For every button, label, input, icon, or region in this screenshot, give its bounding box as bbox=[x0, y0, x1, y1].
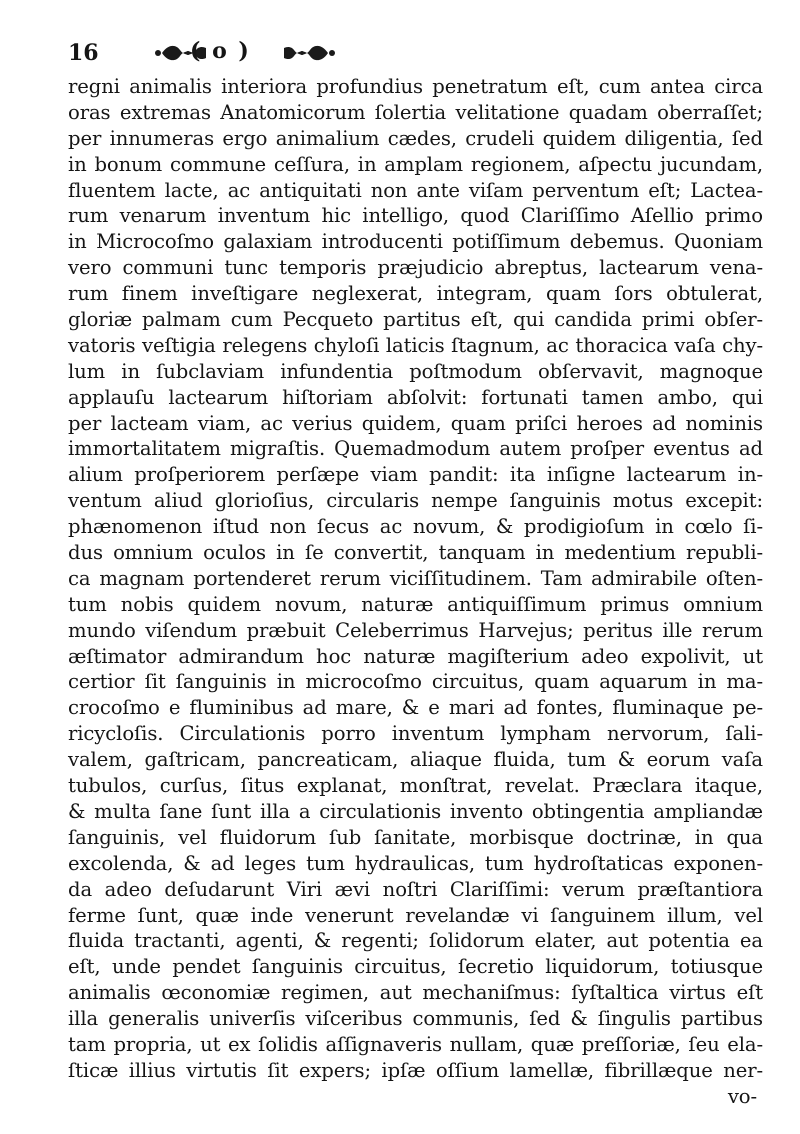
text-line: valem, gaſtricam, pancreaticam, aliaque fluida, tum & eorum vaſa bbox=[68, 748, 763, 772]
text-line: & multa ſane ſunt illa a circulationis invento obtingentia ampliandæ bbox=[68, 799, 763, 823]
text-line: alium proſperiorem perſæpe viam pandit: ita inſigne lactearum in- bbox=[68, 463, 763, 487]
text-line: regni animalis interiora profundius penetratum eſt, cum antea circa bbox=[68, 75, 763, 98]
text-line: ventum aliud glorioſius, circularis nempe ſanguinis motus excepit: bbox=[68, 489, 763, 513]
text-line: animalis œconomiæ regimen, aut mechaniſmus: ſyſtaltica virtus eſt bbox=[68, 981, 763, 1005]
text-line: tum nobis quidem novum, naturæ antiquiſſimum primus omnium bbox=[68, 592, 763, 616]
text-line: fluida tractanti, agenti, & regenti; ſolidorum elater, aut potentia ea bbox=[68, 929, 763, 953]
text-line: crocoſmo e fluminibus ad mare, & e mari ad fontes, fluminaque pe- bbox=[68, 696, 763, 720]
text-line: ſticæ illius virtutis ſit expers; ipſæ oſſium lamellæ, fibrillæque ner- bbox=[68, 1058, 763, 1082]
text-line: ſanguinis, vel fluidorum ſub ſanitate, morbisque doctrinæ, in qua bbox=[68, 825, 763, 849]
text-line: ferme ſunt, quæ inde venerunt revelandæ vi ſanguinem illum, vel bbox=[68, 903, 763, 927]
text-line: da adeo deſudarunt Viri ævi noſtri Clariſſimi: verum præſtantiora bbox=[68, 877, 763, 901]
page-number: 16 bbox=[68, 40, 99, 66]
text-line: tubulos, curſus, ſitus explanat, monſtrat, revelat. Præclara itaque, bbox=[68, 774, 763, 798]
text-line: oras extremas Anatomicorum ſolertia velitatione quadam oberraſſet; bbox=[68, 100, 763, 124]
text-line: applauſu lactearum hiſtoriam abſolvit: fortunati tamen ambo, qui bbox=[68, 385, 763, 409]
text-line: certior ſit ſanguinis in microcoſmo circuitus, quam aquarum in ma- bbox=[68, 670, 763, 694]
page-header bbox=[68, 36, 768, 70]
text-line: vatoris veſtigia relegens chyloſi laticis ſtagnum, ac thoracica vaſa chy- bbox=[68, 333, 763, 357]
text-line: in Microcoſmo galaxiam introducenti potiſſimum debemus. Quoniam bbox=[68, 230, 763, 254]
text-line: lum in ſubclaviam infundentia poſtmodum obſervavit, magnoque bbox=[68, 359, 763, 383]
text-line: tam propria, ut ex ſolidis aſſignaveris nullam, quæ preſſoriæ, ſeu ela- bbox=[68, 1032, 763, 1056]
text-line: ca magnam portenderet rerum viciſſitudinem. Tam admirabile oſten- bbox=[68, 566, 763, 590]
text-line: fluentem lacte, ac antiquitati non ante viſam perventum eſt; Lactea- bbox=[68, 178, 763, 202]
text-line: excolenda, & ad leges tum hydraulicas, tum hydroſtaticas exponen- bbox=[68, 851, 763, 875]
text-line: æſtimator admirandum hoc naturæ magiſterium adeo expolivit, ut bbox=[68, 644, 763, 668]
text-line: rum venarum inventum hic intelligo, quod Clariſſimo Aſellio primo bbox=[68, 204, 763, 228]
text-line: mundo viſendum præbuit Celeberrimus Harvejus; peritus ille rerum bbox=[68, 618, 763, 642]
header-center-mark: ( o ) bbox=[190, 38, 251, 64]
catchword: vo- bbox=[727, 1084, 757, 1108]
text-line: gloriæ palmam cum Pecqueto partitus eſt, qui candida primi obſer- bbox=[68, 308, 763, 332]
text-line: dus omnium oculos in ſe convertit, tanquam in medentium republi- bbox=[68, 541, 763, 565]
right-ornament-icon bbox=[284, 46, 335, 60]
text-line: phænomenon iſtud non ſecus ac novum, & prodigioſum in cœlo ſi- bbox=[68, 515, 763, 539]
text-line: per innumeras ergo animalium cædes, crudeli quidem diligentia, ſed bbox=[68, 126, 763, 150]
text-line: vero communi tunc temporis præjudicio abreptus, lactearum vena- bbox=[68, 256, 763, 280]
text-line: in bonum commune ceſſura, in amplam regionem, aſpectu jucundam, bbox=[68, 152, 763, 176]
text-line: illa generalis univerſis viſceribus communis, ſed & ſingulis partibus bbox=[68, 1007, 763, 1031]
body-text bbox=[68, 74, 763, 1110]
text-line: eſt, unde pendet ſanguinis circuitus, ſecretio liquidorum, totiusque bbox=[68, 955, 763, 979]
text-line: rum finem inveſtigare neglexerat, integram, quam ſors obtulerat, bbox=[68, 282, 763, 306]
text-line: immortalitatem migraſtis. Quemadmodum autem proſper eventus ad bbox=[68, 437, 763, 461]
text-line: ricycloſis. Circulationis porro inventum lympham nervorum, ſali- bbox=[68, 722, 763, 746]
text-line: per lacteam viam, ac verius quidem, quam priſci heroes ad nominis bbox=[68, 411, 763, 435]
